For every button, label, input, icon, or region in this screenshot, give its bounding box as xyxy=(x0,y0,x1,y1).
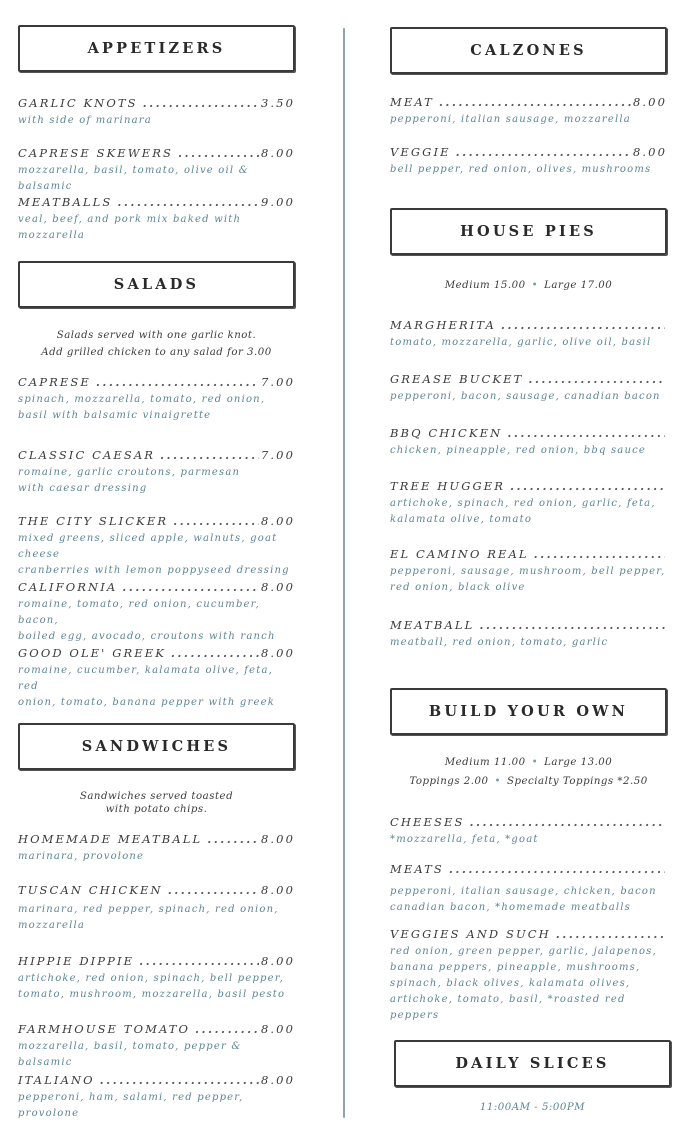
menu-item-description xyxy=(18,902,295,934)
menu-item-price: 3.50 xyxy=(260,96,295,110)
menu-item-description xyxy=(18,212,295,244)
menu-item-description-line: spinach, mozzarella, tomato, red onion, xyxy=(18,394,266,405)
menu-item-description xyxy=(18,849,295,865)
house-pies-header: HOUSE PIES xyxy=(390,208,667,255)
menu-item xyxy=(390,618,667,651)
menu-item-row xyxy=(390,372,667,386)
menu-item-description-line: chicken, pineapple, red onion, bbq sauce xyxy=(390,445,647,456)
menu-item-row xyxy=(18,195,295,209)
dot-leader xyxy=(469,815,665,829)
menu-item-description xyxy=(390,884,667,916)
menu-item-description-line: banana peppers, pineapple, mushrooms, xyxy=(390,962,641,973)
sandwiches-note-line: with potato chips. xyxy=(105,804,208,815)
menu-item-description xyxy=(390,496,667,528)
menu-item-description xyxy=(390,162,667,178)
menu-item-name: VEGGIE xyxy=(390,145,451,159)
dot-leader xyxy=(207,832,259,846)
menu-item-description-line: mixed greens, sliced apple, walnuts, goat cheese xyxy=(18,533,278,560)
menu-item-description-line: artichoke, tomato, basil, *roasted red peppers xyxy=(390,994,626,1021)
byo-specialty-toppings: Specialty Toppings *2.50 xyxy=(507,776,648,787)
menu-item-name: GARLIC KNOTS xyxy=(18,96,138,110)
menu-item-description-line: with caesar dressing xyxy=(18,483,148,494)
menu-item-name: CLASSIC CAESAR xyxy=(18,448,156,462)
menu-item-name: TREE HUGGER xyxy=(390,479,506,493)
menu-item-description xyxy=(18,465,295,497)
menu-item xyxy=(18,1073,295,1122)
menu-item-row xyxy=(390,95,667,109)
dot-leader xyxy=(122,580,259,594)
menu-item-name: THE CITY SLICKER xyxy=(18,514,169,528)
dot-leader xyxy=(439,95,631,109)
menu-item-name: GOOD OLE' GREEK xyxy=(18,646,166,660)
menu-item-row xyxy=(18,514,295,528)
menu-item-row xyxy=(390,927,667,941)
menu-item-description-line: boiled egg, avocado, croutons with ranch xyxy=(18,631,276,642)
menu-item xyxy=(18,580,295,645)
menu-item-row xyxy=(18,646,295,660)
menu-item-description-line: mozzarella, basil, tomato, pepper & balsamic xyxy=(18,1041,242,1068)
menu-item-row xyxy=(390,479,667,493)
separator-dot-icon: • xyxy=(531,280,539,291)
separator-dot-icon: • xyxy=(531,757,539,768)
menu-item-description-line: pepperoni, bacon, sausage, canadian bacon xyxy=(390,391,661,402)
menu-item xyxy=(390,95,667,128)
build-your-own-header: BUILD YOUR OWN xyxy=(390,688,667,735)
menu-item-row xyxy=(18,954,295,968)
menu-item-row xyxy=(390,815,667,829)
menu-item-description xyxy=(18,392,295,424)
menu-item xyxy=(18,514,295,579)
menu-item-price: 7.00 xyxy=(260,375,295,389)
menu-item-description xyxy=(18,1039,295,1071)
dot-leader xyxy=(139,954,259,968)
menu-item xyxy=(18,195,295,244)
dot-leader xyxy=(117,195,259,209)
menu-item-description-line: artichoke, spinach, red onion, garlic, feta, xyxy=(390,498,656,509)
separator-dot-icon: • xyxy=(494,776,501,787)
menu-item-description-line: red onion, black olive xyxy=(390,582,526,593)
sandwiches-note xyxy=(18,790,295,816)
menu-item-name: FARMHOUSE TOMATO xyxy=(18,1022,191,1036)
dot-leader xyxy=(507,426,665,440)
menu-item-description xyxy=(390,112,667,128)
menu-item-description xyxy=(18,163,295,195)
dot-leader xyxy=(160,448,259,462)
menu-item-price: 8.00 xyxy=(260,646,295,660)
menu-item xyxy=(390,862,667,916)
menu-item-description xyxy=(18,1090,295,1122)
menu-item xyxy=(390,547,667,596)
menu-item-price: 8.00 xyxy=(632,95,667,109)
menu-item-row xyxy=(18,96,295,110)
menu-item-row xyxy=(18,832,295,846)
menu-item-name: MEATS xyxy=(390,862,444,876)
menu-item xyxy=(18,96,295,129)
menu-item-name: VEGGIES AND SUCH xyxy=(390,927,551,941)
menu-item xyxy=(18,646,295,711)
house-pies-medium: Medium 15.00 xyxy=(444,280,526,291)
menu-item-description xyxy=(18,971,295,1003)
menu-item-description-line: mozzarella xyxy=(18,920,86,931)
menu-item-name: GREASE BUCKET xyxy=(390,372,524,386)
menu-item-description xyxy=(390,564,667,596)
menu-item-description-line: tomato, mushroom, mozzarella, basil pesto xyxy=(18,989,286,1000)
menu-item xyxy=(18,1022,295,1071)
menu-divider xyxy=(343,28,345,1118)
menu-item-description xyxy=(390,389,667,405)
menu-item-name: MEAT xyxy=(390,95,434,109)
menu-item-name: HOMEMADE MEATBALL xyxy=(18,832,203,846)
menu-item-description xyxy=(390,832,667,848)
menu-item-description-line: pepperoni, italian sausage, mozzarella xyxy=(390,114,631,125)
byo-large: Large 13.00 xyxy=(544,757,613,768)
menu-item-row xyxy=(18,1073,295,1087)
menu-item-row xyxy=(18,448,295,462)
menu-item-row xyxy=(390,426,667,440)
menu-item-description-line: *mozzarella, feta, *goat xyxy=(390,834,539,845)
menu-item-description xyxy=(18,597,295,645)
menu-item-price: 8.00 xyxy=(260,1022,295,1036)
menu-item-description-line: marinara, red pepper, spinach, red onion, xyxy=(18,904,279,915)
menu-item-price: 8.00 xyxy=(632,145,667,159)
menu-item-description-line: pepperoni, ham, salami, red pepper, provolone xyxy=(18,1092,244,1119)
menu-item-description xyxy=(390,944,667,1024)
menu-item-description-line: red onion, green pepper, garlic, jalapenos, xyxy=(390,946,657,957)
menu-item xyxy=(390,372,667,405)
menu-item-description xyxy=(390,635,667,651)
menu-item-description-line: marinara, provolone xyxy=(18,851,145,862)
menu-item-price: 9.00 xyxy=(260,195,295,209)
menu-item xyxy=(390,318,667,351)
menu-item-name: CALIFORNIA xyxy=(18,580,118,594)
menu-item-price: 8.00 xyxy=(260,1073,295,1087)
menu-item-description-line: cranberries with lemon poppyseed dressing xyxy=(18,565,290,576)
menu-item-price: 8.00 xyxy=(260,832,295,846)
menu-item-price: 8.00 xyxy=(260,146,295,160)
menu-item-description xyxy=(18,531,295,579)
menu-item-name: MEATBALL xyxy=(390,618,475,632)
menu-item-row xyxy=(390,318,667,332)
menu-item xyxy=(18,448,295,497)
dot-leader xyxy=(456,145,631,159)
menu-item-row xyxy=(18,1022,295,1036)
menu-item-price: 8.00 xyxy=(260,514,295,528)
menu-item-description-line: romaine, garlic croutons, parmesan xyxy=(18,467,241,478)
menu-item-name: EL CAMINO REAL xyxy=(390,547,529,561)
menu-item xyxy=(390,426,667,459)
dot-leader xyxy=(510,479,665,493)
menu-item-description xyxy=(390,443,667,459)
menu-item-description-line: pepperoni, italian sausage, chicken, bacon xyxy=(390,886,657,897)
dot-leader xyxy=(168,883,259,897)
menu-item-description-line: spinach, black olives, kalamata olives, xyxy=(390,978,631,989)
menu-item xyxy=(18,883,295,934)
menu-item xyxy=(18,375,295,424)
menu-item xyxy=(390,145,667,178)
menu-item-price: 8.00 xyxy=(260,954,295,968)
menu-item xyxy=(390,479,667,528)
menu-item-name: CHEESES xyxy=(390,815,465,829)
menu-item-description xyxy=(18,663,295,711)
dot-leader xyxy=(143,96,259,110)
menu-item xyxy=(18,832,295,865)
daily-slices-header: DAILY SLICES xyxy=(394,1040,671,1087)
menu-item-price: 8.00 xyxy=(260,580,295,594)
appetizers-header: APPETIZERS xyxy=(18,25,295,72)
menu-item-name: BBQ CHICKEN xyxy=(390,426,503,440)
dot-leader xyxy=(501,318,665,332)
menu-item-description-line: with side of marinara xyxy=(18,115,152,126)
menu-item-description-line: bell pepper, red onion, olives, mushrooms xyxy=(390,164,652,175)
menu-item-description-line: basil with balsamic vinaigrette xyxy=(18,410,212,421)
menu-item-row xyxy=(18,146,295,160)
menu-item-row xyxy=(390,145,667,159)
menu-item-description-line: canadian bacon, *homemade meatballs xyxy=(390,902,632,913)
menu-item-name: MARGHERITA xyxy=(390,318,496,332)
menu-item-description-line: tomato, mozzarella, garlic, olive oil, basil xyxy=(390,337,652,348)
menu-item-name: TUSCAN CHICKEN xyxy=(18,883,163,897)
byo-toppings: Toppings 2.00 xyxy=(409,776,489,787)
menu-item-price: 8.00 xyxy=(260,883,295,897)
menu-item-description xyxy=(18,113,295,129)
menu-item-name: MEATBALLS xyxy=(18,195,113,209)
menu-item-row xyxy=(18,375,295,389)
dot-leader xyxy=(556,927,665,941)
menu-item-row xyxy=(390,862,667,876)
menu-item-row xyxy=(390,547,667,561)
calzones-header: CALZONES xyxy=(390,27,667,74)
sandwiches-header: SANDWICHES xyxy=(18,723,295,770)
menu-item-row xyxy=(18,883,295,897)
byo-medium: Medium 11.00 xyxy=(444,757,526,768)
sandwiches-note-line: Sandwiches served toasted xyxy=(79,791,234,802)
daily-slices-hours: 11:00AM - 5:00PM xyxy=(479,1102,586,1113)
dot-leader xyxy=(100,1073,259,1087)
menu-item-name: HIPPIE DIPPIE xyxy=(18,954,135,968)
menu-item-row xyxy=(18,580,295,594)
dot-leader xyxy=(449,862,665,876)
house-pies-sizes xyxy=(390,277,667,294)
menu-item xyxy=(390,815,667,848)
menu-item-description-line: mozzarella, basil, tomato, olive oil & balsamic xyxy=(18,165,249,192)
salads-note xyxy=(18,327,295,361)
menu-item-name: CAPRESE xyxy=(18,375,91,389)
salads-header: SALADS xyxy=(18,261,295,308)
menu-item-description-line: romaine, tomato, red onion, cucumber, bacon, xyxy=(18,599,260,626)
dot-leader xyxy=(178,146,259,160)
dot-leader xyxy=(479,618,665,632)
menu-item xyxy=(18,954,295,1003)
menu-item-description-line: romaine, cucumber, kalamata olive, feta, red xyxy=(18,665,273,692)
dot-leader xyxy=(173,514,259,528)
menu-item-row xyxy=(390,618,667,632)
dot-leader xyxy=(96,375,259,389)
menu-item xyxy=(390,927,667,1024)
dot-leader xyxy=(528,372,665,386)
menu-item-description-line: onion, tomato, banana pepper with greek xyxy=(18,697,275,708)
menu-item-description-line: artichoke, red onion, spinach, bell pepper, xyxy=(18,973,285,984)
menu-item-description-line: kalamata olive, tomato xyxy=(390,514,533,525)
menu-item-name: ITALIANO xyxy=(18,1073,95,1087)
menu-item-description-line: meatball, red onion, tomato, garlic xyxy=(390,637,609,648)
dot-leader xyxy=(534,547,665,561)
house-pies-large: Large 17.00 xyxy=(544,280,613,291)
salads-note-line: Salads served with one garlic knot. xyxy=(56,330,257,341)
menu-item-description xyxy=(390,335,667,351)
menu-item-name: CAPRESE SKEWERS xyxy=(18,146,173,160)
menu-item-description-line: veal, beef, and pork mix baked with mozzarella xyxy=(18,214,242,241)
build-your-own-pricing xyxy=(390,753,667,791)
dot-leader xyxy=(195,1022,259,1036)
menu-item-price: 7.00 xyxy=(260,448,295,462)
menu-item-description-line: pepperoni, sausage, mushroom, bell pepper, xyxy=(390,566,666,577)
menu-item xyxy=(18,146,295,195)
dot-leader xyxy=(171,646,259,660)
salads-note-line: Add grilled chicken to any salad for 3.00 xyxy=(41,347,272,358)
